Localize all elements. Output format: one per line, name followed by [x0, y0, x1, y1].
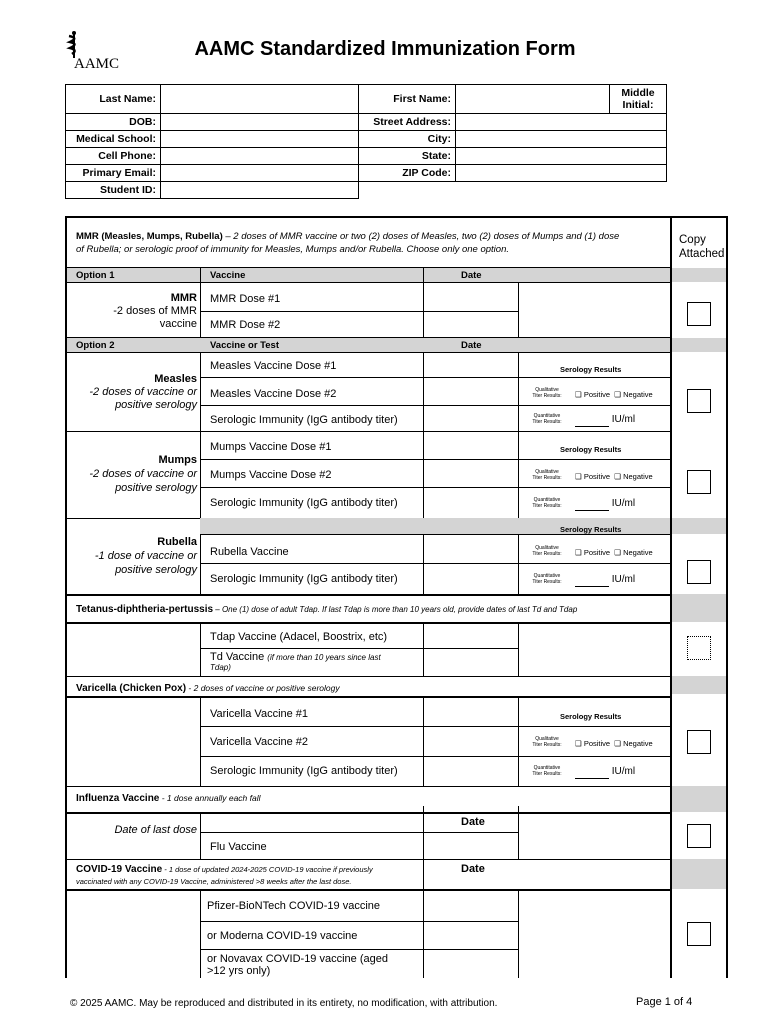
tdap-title: Tetanus-diphtheria-pertussis — [76, 604, 214, 615]
zip-field[interactable] — [456, 165, 667, 182]
mmr-option1-checkbox[interactable] — [687, 302, 711, 326]
cell-phone-field[interactable] — [161, 148, 359, 165]
city-field[interactable] — [456, 131, 667, 148]
mmr-desc-2: of Rubella; or serologic proof of immunity for Measles, Mumps and/or Rubella. Choose only one option. — [76, 244, 509, 255]
last-name-field[interactable] — [161, 85, 359, 114]
option2-date-header: Date — [461, 340, 482, 351]
tdap-vaccine: Tdap Vaccine (Adacel, Boostrix, etc) — [210, 631, 388, 643]
dob-label: DOB: — [66, 114, 161, 131]
rubella-units: IU/ml — [611, 574, 636, 585]
mumps-qual-label: Qualitative — [535, 469, 559, 475]
measles-dose2: Measles Vaccine Dose #2 — [210, 388, 337, 400]
varicella-vaccine1: Varicella Vaccine #1 — [210, 708, 309, 720]
measles-sub-2: positive serology — [115, 399, 197, 411]
rubella-titer-field[interactable] — [575, 573, 609, 587]
measles-sub: -2 doses of vaccine or — [89, 386, 197, 398]
zip-label: ZIP Code: — [359, 165, 456, 182]
covid-title: COVID-19 Vaccine — [76, 864, 163, 875]
influenza-desc: - 1 dose annually each fall — [159, 793, 261, 803]
mumps-serology: Serologic Immunity (IgG antibody titer) — [210, 497, 398, 509]
influenza-checkbox[interactable] — [687, 824, 711, 848]
rubella-vaccine: Rubella Vaccine — [210, 546, 289, 558]
varicella-serology-title: Serology Results — [560, 712, 622, 721]
measles-negative-label: Negative — [623, 390, 653, 399]
mumps-sub-2: positive serology — [115, 482, 197, 494]
copy-attached-label-2: Attached — [679, 248, 725, 260]
mumps-negative-label: Negative — [623, 472, 653, 481]
mumps-dose1: Mumps Vaccine Dose #1 — [210, 441, 332, 453]
measles-qual-label-2: Titer Results: — [532, 393, 562, 399]
varicella-quant-label: Quantitative — [533, 765, 561, 771]
state-label: State: — [359, 148, 456, 165]
influenza-date-label: Date of last dose — [114, 824, 197, 836]
measles-checkbox[interactable] — [687, 389, 711, 413]
mmr-title: MMR (Measles, Mumps, Rubella) — [76, 231, 223, 242]
covid-novavax: or Novavax COVID-19 vaccine (aged — [207, 953, 388, 965]
covid-date-header: Date — [461, 863, 485, 875]
measles-units: IU/ml — [611, 414, 636, 425]
first-name-label: First Name: — [359, 85, 456, 114]
mmr-sub: -2 doses of MMR — [113, 305, 197, 317]
medical-school-field[interactable] — [161, 131, 359, 148]
measles-name: Measles — [154, 373, 197, 385]
mumps-serology-title: Serology Results — [560, 445, 622, 454]
mumps-qual-label-2: Titer Results: — [532, 475, 562, 481]
middle-initial-label: Middle Initial: — [610, 85, 667, 114]
varicella-desc: - 2 doses of vaccine or positive serology — [186, 683, 340, 693]
measles-quant-label: Quantitative — [533, 413, 561, 419]
varicella-positive-checkbox[interactable]: ❑ — [575, 739, 584, 748]
varicella-checkbox[interactable] — [687, 730, 711, 754]
measles-quant-label-2: Titer Results: — [532, 419, 562, 425]
mumps-positive-label: Positive — [583, 472, 611, 481]
covid-desc-2: vaccinated with any COVID-19 Vaccine, administered >8 weeks after the last dose. — [76, 877, 352, 886]
varicella-qual-label-2: Titer Results: — [532, 742, 562, 748]
measles-serology-title: Serology Results — [560, 365, 622, 374]
td-vaccine: Td Vaccine — [210, 651, 265, 663]
cell-phone-label: Cell Phone: — [66, 148, 161, 165]
immunization-form — [65, 216, 728, 978]
mmr-desc: – 2 doses of MMR vaccine or two (2) doses of Measles, two (2) doses of Mumps and (1) dose — [222, 231, 620, 242]
mumps-positive-checkbox[interactable]: ❑ — [575, 472, 584, 481]
primary-email-field[interactable] — [161, 165, 359, 182]
rubella-qual-label: Qualitative — [535, 545, 559, 551]
measles-positive-checkbox[interactable]: ❑ — [575, 390, 584, 399]
rubella-qual-label-2: Titer Results: — [532, 551, 562, 557]
rubella-positive-label: Positive — [583, 548, 611, 557]
covid-desc: - 1 dose of updated 2024-2025 COVID-19 vaccine if previously — [162, 865, 373, 874]
rubella-sub: -1 dose of vaccine or — [94, 550, 197, 562]
varicella-titer-field[interactable] — [575, 765, 609, 779]
city-label: City: — [359, 131, 456, 148]
tdap-desc: – One (1) dose of adult Tdap. If last Tdap is more than 10 years old, provide dates of last Td and Tdap — [213, 605, 578, 614]
covid-moderna: or Moderna COVID-19 vaccine — [207, 930, 358, 942]
varicella-vaccine2: Varicella Vaccine #2 — [210, 736, 309, 748]
logo-text: AAMC — [74, 56, 120, 72]
td-vaccine-note: (if more than 10 years since last — [267, 653, 381, 662]
option1-label: Option 1 — [76, 270, 115, 281]
rubella-serology: Serologic Immunity (IgG antibody titer) — [210, 573, 398, 585]
mumps-quant-label: Quantitative — [533, 497, 561, 503]
varicella-negative-label: Negative — [623, 739, 653, 748]
student-info-table — [65, 84, 667, 199]
measles-serology: Serologic Immunity (IgG antibody titer) — [210, 414, 398, 426]
option1-vaccine-header: Vaccine — [210, 270, 246, 281]
influenza-title: Influenza Vaccine — [76, 793, 160, 804]
mumps-name: Mumps — [158, 454, 197, 466]
rubella-quant-label-2: Titer Results: — [532, 579, 562, 585]
rubella-negative-checkbox[interactable]: ❑ — [614, 548, 624, 557]
rubella-quant-label: Quantitative — [533, 573, 561, 579]
page-title: AAMC Standardized Immunization Form — [194, 38, 576, 60]
varicella-negative-checkbox[interactable]: ❑ — [614, 739, 624, 748]
mmr-dose1: MMR Dose #1 — [210, 293, 281, 305]
measles-qual-label: Qualitative — [535, 387, 559, 393]
rubella-sub-2: positive serology — [115, 564, 197, 576]
student-id-label: Student ID: — [66, 182, 161, 199]
covid-novavax-2: >12 yrs only) — [207, 965, 271, 977]
footer-copyright: © 2025 AAMC. May be reproduced and distributed in its entirety, no modification, with attribution. — [70, 998, 498, 1009]
varicella-serology: Serologic Immunity (IgG antibody titer) — [210, 765, 398, 777]
mumps-quant-label-2: Titer Results: — [532, 503, 562, 509]
measles-negative-checkbox[interactable]: ❑ — [614, 390, 624, 399]
mumps-sub: -2 doses of vaccine or — [89, 468, 197, 480]
mmr-name: MMR — [170, 292, 197, 304]
option2-label: Option 2 — [76, 340, 115, 351]
last-name-label: Last Name: — [66, 85, 161, 114]
rubella-negative-label: Negative — [623, 548, 653, 557]
measles-titer-field[interactable] — [575, 413, 609, 427]
rubella-checkbox[interactable] — [687, 560, 711, 584]
copy-attached-label: Copy — [679, 234, 706, 246]
measles-positive-label: Positive — [583, 390, 611, 399]
varicella-quant-label-2: Titer Results: — [532, 771, 562, 777]
influenza-date-header: Date — [461, 816, 485, 828]
street-address-field[interactable] — [456, 114, 667, 131]
option2-vaccine-header: Vaccine or Test — [210, 340, 279, 351]
mumps-negative-checkbox[interactable]: ❑ — [614, 472, 624, 481]
medical-school-label: Medical School: — [66, 131, 161, 148]
mmr-sub-2: vaccine — [159, 318, 197, 330]
mumps-units: IU/ml — [611, 498, 636, 509]
mumps-dose2: Mumps Vaccine Dose #2 — [210, 469, 332, 481]
mmr-dose2: MMR Dose #2 — [210, 319, 281, 331]
tdap-checkbox[interactable] — [687, 636, 711, 660]
mumps-checkbox[interactable] — [687, 470, 711, 494]
varicella-units: IU/ml — [611, 766, 636, 777]
mumps-titer-field[interactable] — [575, 497, 609, 511]
covid-checkbox[interactable] — [687, 922, 711, 946]
student-id-field[interactable] — [161, 182, 359, 199]
varicella-positive-label: Positive — [583, 739, 611, 748]
varicella-title: Varicella (Chicken Pox) — [76, 683, 187, 694]
first-name-field[interactable] — [456, 85, 610, 114]
rubella-positive-checkbox[interactable]: ❑ — [575, 548, 584, 557]
option1-date-header: Date — [461, 270, 482, 281]
page-number: Page 1 of 4 — [636, 996, 693, 1008]
varicella-qual-label: Qualitative — [535, 736, 559, 742]
measles-dose1: Measles Vaccine Dose #1 — [210, 360, 337, 372]
rubella-name: Rubella — [157, 536, 197, 548]
rubella-serology-title: Serology Results — [560, 525, 622, 534]
covid-pfizer: Pfizer-BioNTech COVID-19 vaccine — [207, 900, 381, 912]
td-vaccine-note-2: Tdap) — [210, 663, 231, 672]
dob-field[interactable] — [161, 114, 359, 131]
street-address-label: Street Address: — [359, 114, 456, 131]
flu-vaccine: Flu Vaccine — [210, 841, 267, 853]
primary-email-label: Primary Email: — [66, 165, 161, 182]
state-field[interactable] — [456, 148, 667, 165]
